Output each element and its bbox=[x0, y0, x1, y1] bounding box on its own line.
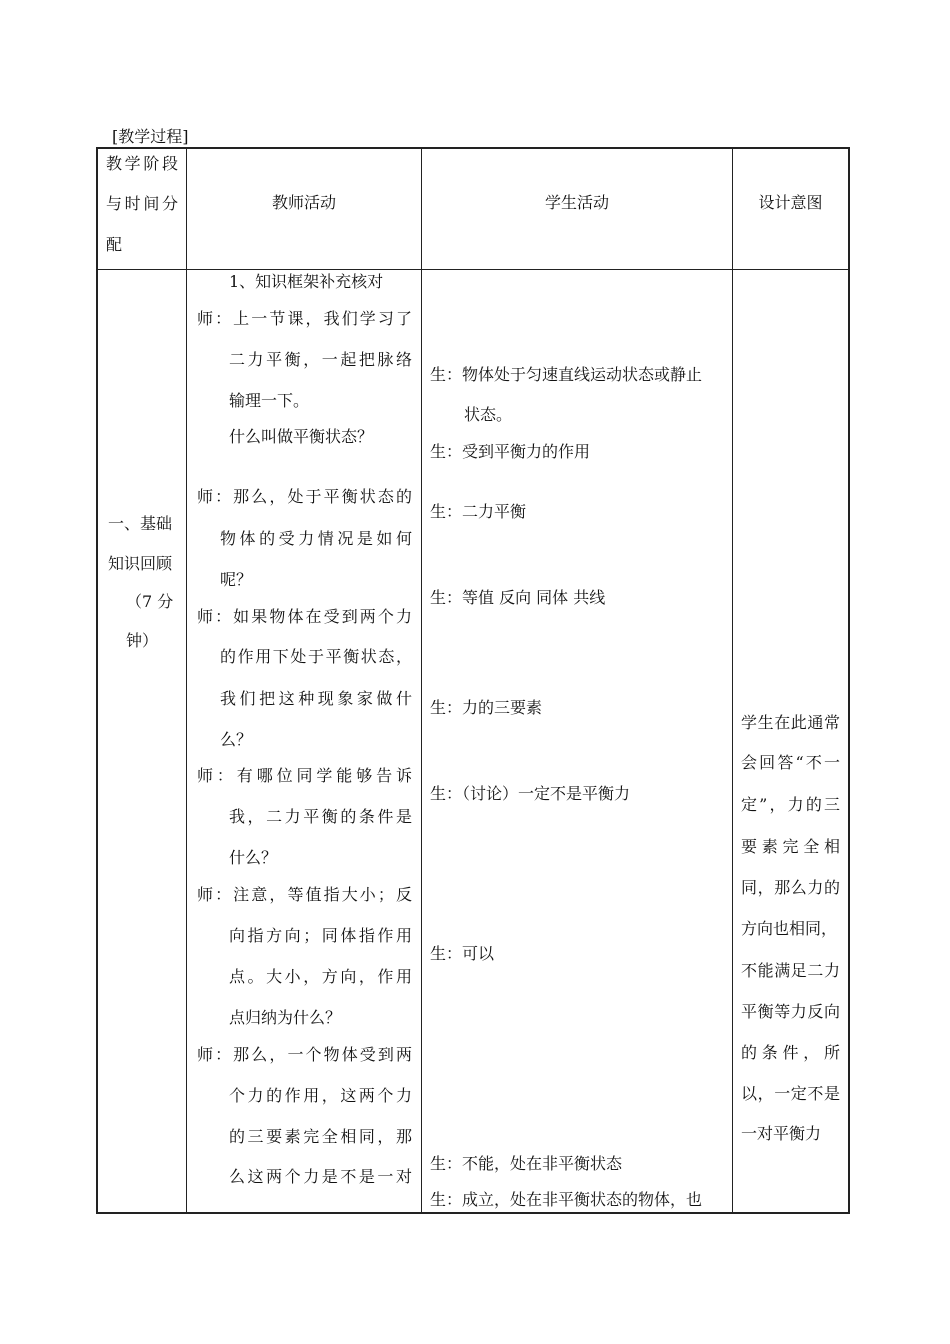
teacher-line: 物体的受力情况是如何 bbox=[220, 529, 412, 548]
student-line: 生：二力平衡 bbox=[430, 502, 527, 521]
teacher-line: 么？ bbox=[220, 730, 253, 749]
teacher-line: 个力的作用，这两个力 bbox=[229, 1086, 412, 1105]
teacher-line: 我，二力平衡的条件是 bbox=[229, 807, 412, 826]
teacher-line: 二力平衡，一起把脉络 bbox=[229, 350, 412, 369]
table-header-divider bbox=[96, 269, 850, 270]
table-border-right bbox=[848, 147, 850, 1214]
intent-line: 方向也相同， bbox=[741, 919, 838, 938]
student-line: 生：物体处于匀速直线运动状态或静止 bbox=[430, 365, 703, 384]
teacher-line: 1、知识框架补充核对 bbox=[229, 272, 384, 291]
intent-line: 学生在此通常 bbox=[741, 713, 840, 732]
student-line: 生：等值 反向 同体 共线 bbox=[430, 588, 606, 607]
intent-line: 要素完全相 bbox=[741, 837, 840, 856]
intent-line: 以，一定不是 bbox=[741, 1084, 840, 1103]
intent-line: 定”，力的三 bbox=[741, 795, 840, 814]
section-heading: [教学过程] bbox=[112, 127, 189, 146]
teacher-line: 点。大小，方向，作用 bbox=[229, 967, 412, 986]
stage-line: （7 分 bbox=[126, 592, 174, 611]
teacher-line: 么这两个力是不是一对 bbox=[229, 1167, 412, 1186]
student-line: 生：可以 bbox=[430, 944, 495, 963]
stage-line: 钟） bbox=[126, 631, 159, 650]
teacher-line: 输理一下。 bbox=[229, 391, 310, 410]
header-teacher-activity: 教师活动 bbox=[271, 193, 336, 212]
intent-line: 同，那么力的 bbox=[741, 878, 840, 897]
student-line: 生：（讨论）一定不是平衡力 bbox=[430, 784, 631, 803]
table-border-top bbox=[96, 147, 850, 149]
student-line: 生：成立，处在非平衡状态的物体，也 bbox=[430, 1190, 703, 1209]
table-border-left bbox=[96, 147, 98, 1214]
teacher-line: 向指方向；同体指作用 bbox=[229, 926, 412, 945]
student-line: 生：不能，处在非平衡状态 bbox=[430, 1154, 623, 1173]
teacher-line: 师：注意，等值指大小；反 bbox=[197, 885, 412, 904]
teacher-line: 师：上一节课，我们学习了 bbox=[197, 309, 412, 328]
column-divider-3 bbox=[732, 147, 733, 1214]
teacher-line: 师：如果物体在受到两个力 bbox=[197, 607, 412, 626]
teacher-line: 我们把这种现象家做什 bbox=[220, 689, 412, 708]
teacher-line: 师：那么，处于平衡状态的 bbox=[197, 487, 412, 506]
column-divider-1 bbox=[186, 147, 187, 1214]
table-border-bottom bbox=[96, 1212, 850, 1214]
student-line: 生：力的三要素 bbox=[430, 698, 543, 717]
lesson-process-table bbox=[96, 147, 850, 1214]
student-line: 生：受到平衡力的作用 bbox=[430, 442, 591, 461]
header-stage-line: 配 bbox=[106, 235, 123, 254]
intent-line: 会回答“不一 bbox=[741, 753, 840, 772]
teacher-line: 的作用下处于平衡状态， bbox=[220, 647, 412, 666]
teacher-line: 呢？ bbox=[220, 570, 253, 589]
teacher-line: 师：那么，一个物体受到两 bbox=[197, 1045, 412, 1064]
intent-line: 一对平衡力 bbox=[741, 1124, 822, 1143]
stage-line: 一、基础 bbox=[108, 514, 173, 533]
intent-line: 平衡等力反向 bbox=[741, 1002, 840, 1021]
column-divider-2 bbox=[421, 147, 422, 1214]
header-design-intent: 设计意图 bbox=[758, 193, 823, 212]
header-student-activity: 学生活动 bbox=[544, 193, 609, 212]
teacher-line: 点归纳为什么？ bbox=[229, 1008, 342, 1027]
header-stage-line: 与时间分 bbox=[106, 194, 178, 213]
teacher-line: 的三要素完全相同，那 bbox=[229, 1127, 412, 1146]
stage-line: 知识回顾 bbox=[108, 554, 173, 573]
teacher-line: 什么？ bbox=[229, 848, 278, 867]
intent-line: 不能满足二力 bbox=[741, 961, 840, 980]
student-line: 状态。 bbox=[464, 405, 513, 424]
teacher-line: 师：有哪位同学能够告诉 bbox=[197, 766, 412, 785]
header-stage-line: 教学阶段 bbox=[106, 154, 178, 173]
teacher-line: 什么叫做平衡状态？ bbox=[229, 427, 374, 446]
intent-line: 的条件，所 bbox=[741, 1043, 840, 1062]
